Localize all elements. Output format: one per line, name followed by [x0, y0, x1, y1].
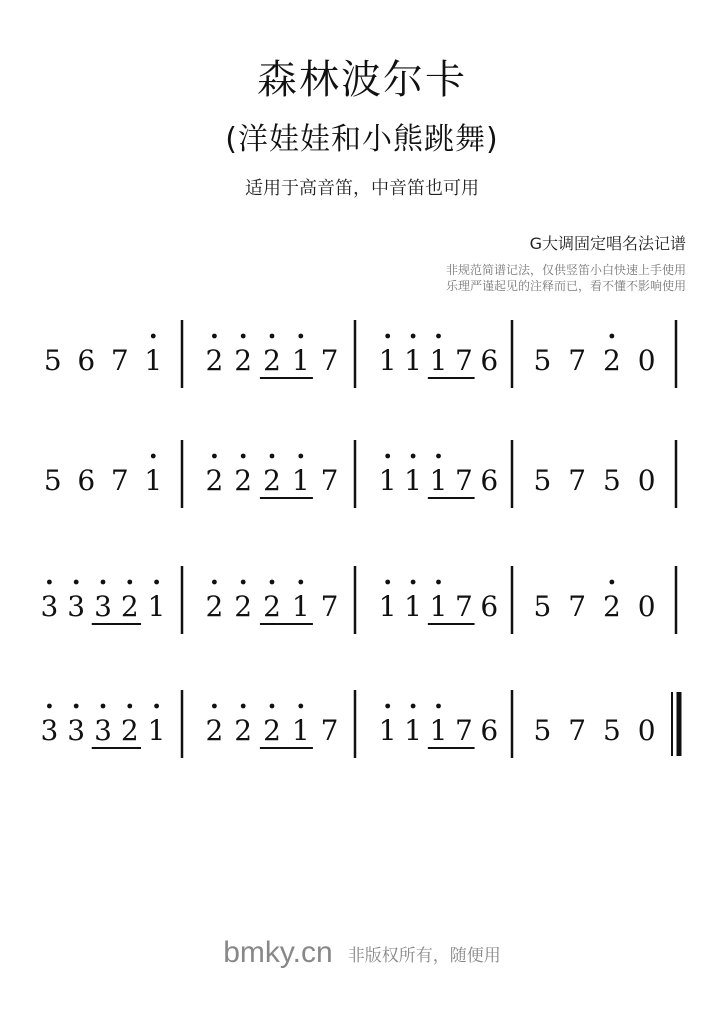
octave-dot [241, 704, 246, 709]
octave-dot [101, 704, 106, 709]
note: 2 [234, 590, 253, 623]
note: 1 [378, 464, 397, 497]
note: 3 [94, 590, 112, 623]
note: 2 [205, 590, 224, 623]
rights-note: 非版权所有，随便用 [347, 945, 501, 966]
octave-dot [101, 580, 106, 585]
octave-dot [270, 704, 275, 709]
note: 0 [637, 464, 656, 497]
octave-dot [436, 704, 441, 709]
note: 5 [533, 590, 552, 623]
octave-dot [411, 334, 416, 339]
note: 7 [568, 344, 587, 377]
octave-dot [212, 334, 217, 339]
note: 5 [43, 344, 62, 377]
note: 5 [43, 464, 62, 497]
note: 3 [40, 714, 59, 747]
page-subtitle: (洋娃娃和小熊跳舞) [225, 122, 499, 157]
note: 3 [94, 714, 112, 747]
note: 7 [568, 714, 587, 747]
octave-dot [436, 334, 441, 339]
note: 6 [77, 344, 96, 377]
note: 7 [320, 590, 339, 623]
note: 0 [637, 344, 656, 377]
disclaimer [446, 262, 686, 294]
octave-dot [74, 704, 79, 709]
note: 1 [404, 464, 423, 497]
note: 2 [120, 590, 139, 623]
note: 1 [404, 590, 423, 623]
note: 1 [147, 714, 166, 747]
note: 1 [429, 344, 448, 377]
note: 1 [291, 464, 310, 497]
octave-dot [241, 334, 246, 339]
note: 6 [480, 344, 499, 377]
note: 2 [205, 464, 224, 497]
note: 0 [637, 590, 656, 623]
octave-dot [270, 334, 275, 339]
octave-dot [411, 704, 416, 709]
instrument-note: 适用于高音笛，中音笛也可用 [245, 178, 479, 199]
note: 1 [378, 714, 397, 747]
octave-dot [151, 454, 156, 459]
note: 6 [480, 590, 499, 623]
note: 3 [67, 590, 86, 623]
disclaimer-line-1: 非规范简谱记法，仅供竖笛小白快速上手使用 [445, 263, 686, 277]
octave-dot [212, 704, 217, 709]
note: 2 [120, 714, 139, 747]
note: 7 [454, 344, 473, 377]
octave-dot [270, 454, 275, 459]
octave-dot [212, 580, 217, 585]
note: 2 [602, 344, 621, 377]
note: 1 [378, 344, 397, 377]
key-note: G大调固定唱名法记谱 [529, 234, 686, 253]
note: 2 [234, 714, 253, 747]
octave-dot [241, 580, 246, 585]
octave-dot [609, 580, 614, 585]
note: 5 [602, 714, 621, 747]
note: 2 [263, 344, 281, 377]
note: 2 [205, 344, 224, 377]
octave-dot [298, 334, 303, 339]
octave-dot [385, 580, 390, 585]
octave-dot [127, 704, 132, 709]
note: 1 [291, 714, 310, 747]
octave-dot [298, 704, 303, 709]
octave-dot [212, 454, 217, 459]
note: 2 [205, 714, 224, 747]
octave-dot [241, 454, 246, 459]
octave-dot [47, 580, 52, 585]
note: 1 [147, 590, 166, 623]
note: 1 [404, 714, 423, 747]
footer [0, 936, 724, 970]
octave-dot [151, 334, 156, 339]
octave-dot [270, 580, 275, 585]
octave-dot [385, 704, 390, 709]
note: 7 [568, 464, 587, 497]
note: 5 [533, 464, 552, 497]
note: 6 [480, 714, 499, 747]
note: 2 [263, 714, 281, 747]
note: 7 [110, 464, 129, 497]
octave-dot [411, 454, 416, 459]
note: 7 [320, 714, 339, 747]
note: 1 [429, 714, 448, 747]
site-name[interactable]: bmky.cn [223, 936, 333, 969]
octave-dot [436, 454, 441, 459]
octave-dot [47, 704, 52, 709]
page-title: 森林波尔卡 [257, 57, 467, 103]
note: 5 [602, 464, 621, 497]
note: 1 [144, 464, 163, 497]
note: 7 [454, 590, 473, 623]
note: 1 [144, 344, 163, 377]
note: 5 [533, 344, 552, 377]
note: 1 [429, 464, 448, 497]
note: 7 [110, 344, 129, 377]
note: 1 [378, 590, 397, 623]
note: 0 [637, 714, 656, 747]
note: 6 [77, 464, 96, 497]
octave-dot [385, 334, 390, 339]
octave-dot [298, 454, 303, 459]
octave-dot [609, 334, 614, 339]
numbered-score [0, 300, 724, 800]
note: 1 [291, 590, 310, 623]
octave-dot [436, 580, 441, 585]
note: 7 [454, 464, 473, 497]
note: 1 [291, 344, 310, 377]
note: 7 [454, 714, 473, 747]
note: 2 [602, 590, 621, 623]
note: 3 [67, 714, 86, 747]
note: 2 [234, 344, 253, 377]
note: 7 [320, 464, 339, 497]
note: 1 [404, 344, 423, 377]
disclaimer-line-2: 乐理严谨起见的注释而已，看不懂不影响使用 [445, 279, 686, 293]
note: 6 [480, 464, 499, 497]
note: 2 [263, 590, 281, 623]
note: 5 [533, 714, 552, 747]
note: 3 [40, 590, 59, 623]
octave-dot [127, 580, 132, 585]
octave-dot [385, 454, 390, 459]
octave-dot [298, 580, 303, 585]
note: 2 [234, 464, 253, 497]
note: 2 [263, 464, 281, 497]
octave-dot [154, 704, 159, 709]
note: 7 [568, 590, 587, 623]
octave-dot [154, 580, 159, 585]
octave-dot [74, 580, 79, 585]
octave-dot [411, 580, 416, 585]
note: 7 [320, 344, 339, 377]
note: 1 [429, 590, 448, 623]
